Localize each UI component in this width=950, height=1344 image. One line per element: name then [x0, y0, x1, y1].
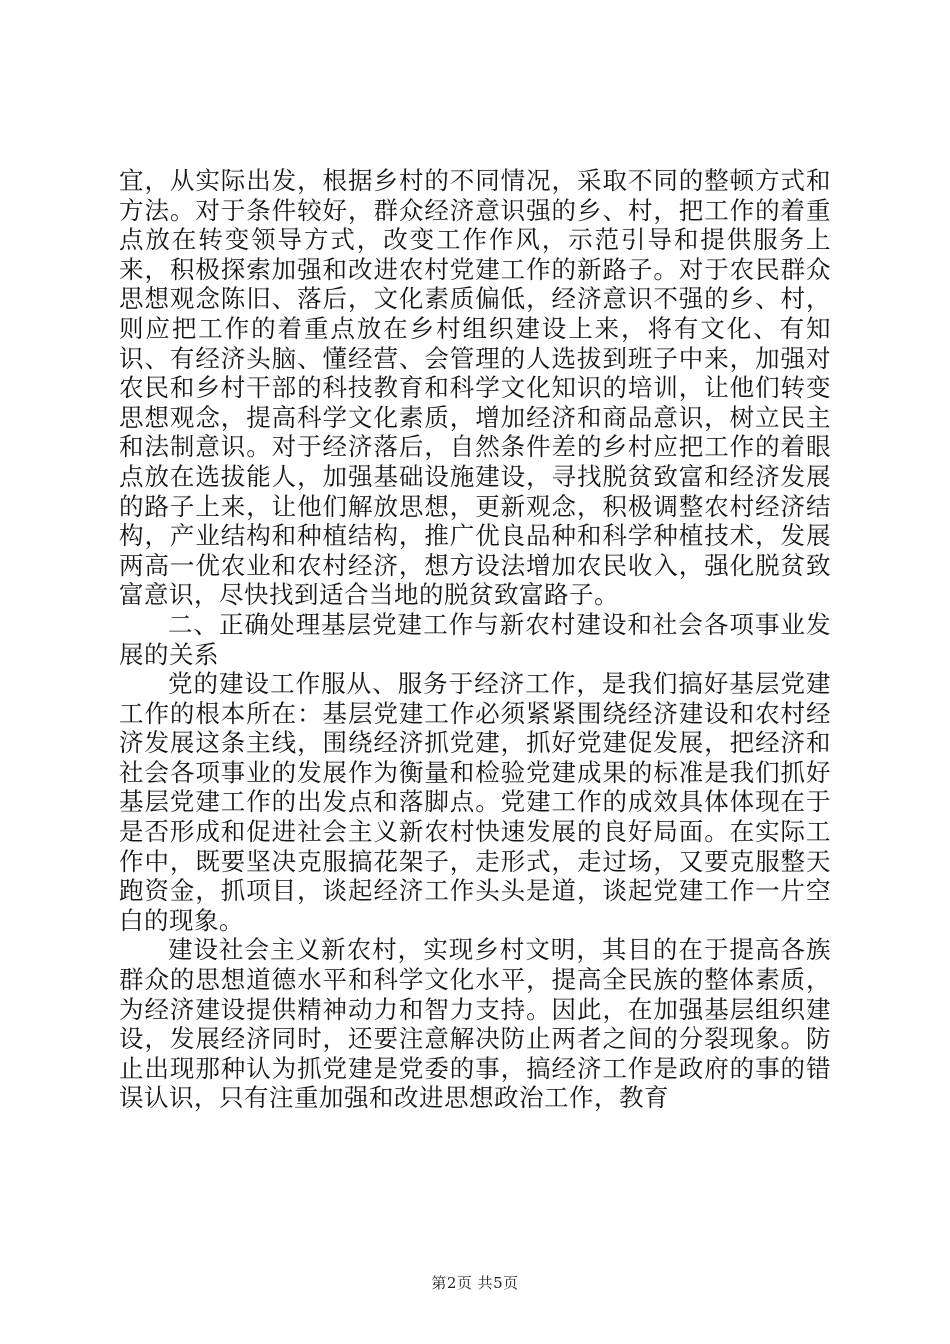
section-heading: 二、正确处理基层党建工作与新农村建设和社会各项事业发展的关系: [119, 609, 831, 669]
paragraph-continuation: 宜，从实际出发，根据乡村的不同情况，采取不同的整顿方式和方法。对于条件较好，群众经济意识强的乡、村，把工作的着重点放在转变领导方式，改变工作作风，示范引导和提供服务上来，积极探索加强和改进农村党建工作的新路子。对于农民群众思想观念陈旧、落后，文化素质偏低，经济意识不强的乡、村，则应把工作的着重点放在乡村组织建设上来，将有文化、有知识、有经济头脑、懂经营、会管理的人选拔到班子中来，加强对农民和乡村干部的科技教育和科学文化知识的培训，让他们转变思想观念，提高科学文化素质，增加经济和商品意识，树立民主和法制意识。对于经济落后，自然条件差的乡村应把工作的着眼点放在选拔能人，加强基础设施建设，寻找脱贫致富和经济发展的路子上来，让他们解放思想，更新观念，积极调整农村经济结构，产业结构和种植结构，推广优良品种和科学种植技术，发展两高一优农业和农村经济，想方设法增加农民收入，强化脱贫致富意识，尽快找到适合当地的脱贫致富路子。: [119, 166, 831, 610]
page-footer: 第2页 共5页: [431, 1274, 519, 1292]
paragraph: 党的建设工作服从、服务于经济工作，是我们搞好基层党建工作的根本所在：基层党建工作必须紧紧围绕经济建设和农村经济发展这条主线，围绕经济抓党建，抓好党建促发展，把经济和社会各项事业的发展作为衡量和检验党建成果的标准是我们抓好基层党建工作的出发点和落脚点。党建工作的成效具体体现在于是否形成和促进社会主义新农村快速发展的良好局面。在实际工作中，既要坚决克服搞花架子，走形式，走过场，又要克服整天跑资金，抓项目，谈起经济工作头头是道，谈起党建工作一片空白的现象。: [119, 669, 831, 935]
document-body: [119, 166, 831, 1113]
paragraph: 建设社会主义新农村，实现乡村文明，其目的在于提高各族群众的思想道德水平和科学文化水平，提高全民族的整体素质，为经济建设提供精神动力和智力支持。因此，在加强基层组织建设，发展经济同时，还要注意解决防止两者之间的分裂现象。防止出现那种认为抓党建是党委的事，搞经济工作是政府的事的错误认识，只有注重加强和改进思想政治工作，教育: [119, 935, 831, 1113]
